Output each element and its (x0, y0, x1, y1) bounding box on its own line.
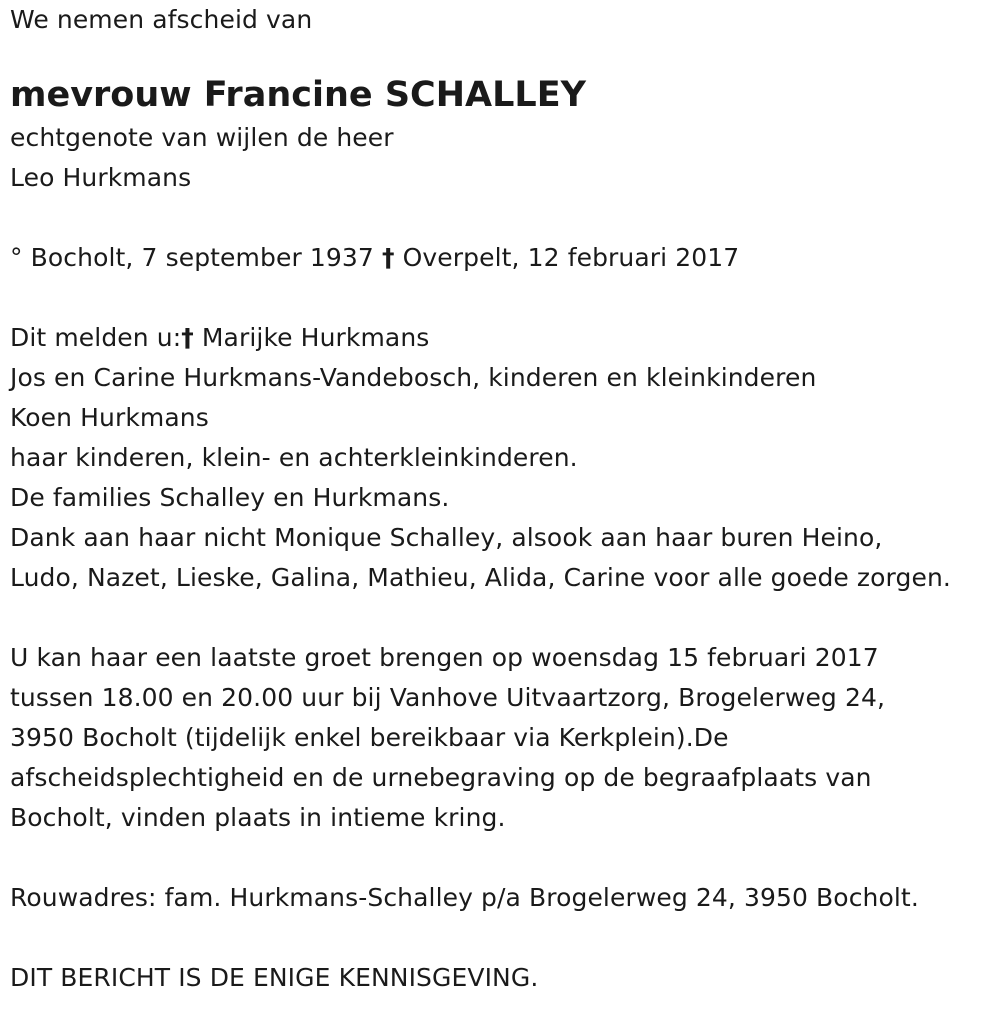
death-notice (10, 0, 995, 998)
spacer (10, 598, 995, 638)
ceremony-line: tussen 18.00 en 20.00 uur bij Vanhove Uitvaartzorg, Brogelerweg 24, (10, 683, 885, 712)
relation-line-1: echtgenote van wijlen de heer (10, 123, 394, 152)
ceremony-line: U kan haar een laatste groet brengen op woensdag 15 februari 2017 (10, 643, 879, 672)
deceased-name: mevrouw Francine SCHALLEY (10, 75, 586, 115)
spacer (10, 838, 995, 878)
spacer (10, 278, 995, 318)
mourning-address: Rouwadres: fam. Hurkmans-Schalley p/a Brogelerweg 24, 3950 Bocholt. (10, 883, 919, 912)
family-first-line (10, 318, 995, 358)
ceremony-line: afscheidsplechtigheid en de urnebegraving op de begraafplaats van (10, 763, 872, 792)
family-line: haar kinderen, klein- en achterkleinkinderen. (10, 443, 578, 472)
family-line: Dank aan haar nicht Monique Schalley, alsook aan haar buren Heino, (10, 523, 883, 552)
family-line: Koen Hurkmans (10, 403, 209, 432)
death-date-place: Overpelt, 12 februari 2017 (402, 243, 740, 272)
spacer (10, 198, 995, 238)
birth-date-place: Bocholt, 7 september 1937 (30, 243, 374, 272)
relation-line-2: Leo Hurkmans (10, 163, 192, 192)
dates-line (10, 238, 995, 278)
family-member: Marijke Hurkmans (201, 323, 430, 352)
spacer (10, 40, 995, 72)
birth-symbol: ° (10, 243, 23, 272)
ceremony-line: 3950 Bocholt (tijdelijk enkel bereikbaar via Kerkplein).De (10, 723, 729, 752)
family-line: Jos en Carine Hurkmans-Vandebosch, kinderen en kleinkinderen (10, 363, 817, 392)
cross-icon: † (181, 323, 194, 352)
ceremony-line: Bocholt, vinden plaats in intieme kring. (10, 803, 506, 832)
cross-icon: † (381, 243, 395, 272)
intro-text: We nemen afscheid van (10, 5, 313, 34)
spacer (10, 918, 995, 958)
family-line: Ludo, Nazet, Lieske, Galina, Mathieu, Alida, Carine voor alle goede zorgen. (10, 563, 951, 592)
family-prefix: Dit melden u: (10, 323, 182, 352)
closing-statement: DIT BERICHT IS DE ENIGE KENNISGEVING. (10, 963, 539, 992)
family-line: De families Schalley en Hurkmans. (10, 483, 450, 512)
